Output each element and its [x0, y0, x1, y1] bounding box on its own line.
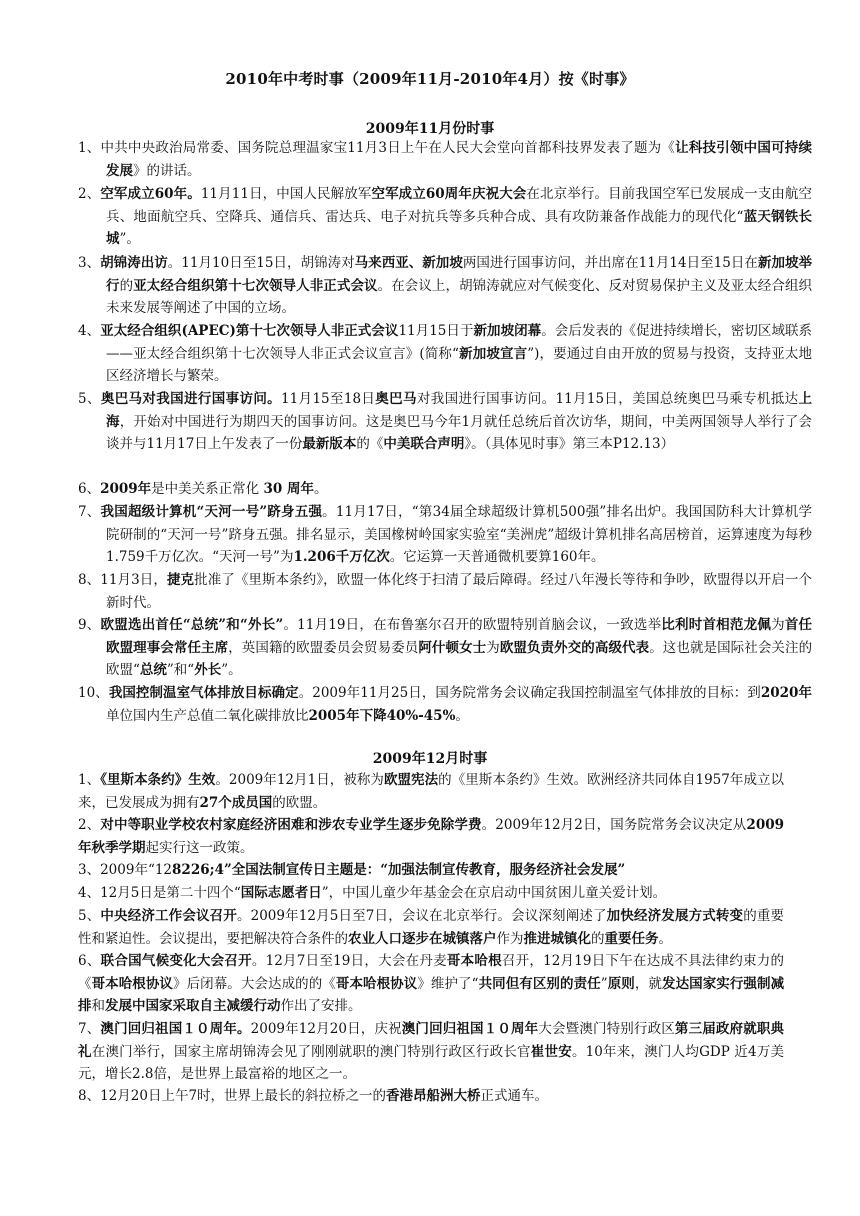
emphasis-text: 奥巴马	[375, 391, 417, 407]
emphasis-text: 哥本哈根	[446, 953, 502, 969]
body-text: 作为	[496, 930, 524, 947]
body-text: ，开始对中国进行为期四天的国事访问。这是奥巴马今年1月就任总统后首次访华，期间，中美两国领导人举行了会谈并与11月17日上午发表了一份	[106, 413, 813, 452]
body-text: 4、	[78, 323, 101, 339]
body-text: ”，中国儿童少年基金会在京启动中国贫困儿童关爱计划。	[321, 885, 667, 901]
body-text: 5、	[78, 908, 101, 924]
emphasis-text: 新加坡宣言	[458, 345, 528, 362]
body-text: 》维护了“	[417, 975, 479, 992]
list-item	[78, 950, 784, 1018]
body-text: ，英国籍的欧盟委员会贸易委员	[228, 639, 419, 656]
body-text: 。会后发表的《促进持续增长，密切区域联系——亚太经合组织第十七次领导人非正式会议宣言》(简称“	[106, 323, 813, 362]
emphasis-text: 发达国家实行强制减排	[78, 975, 785, 1014]
section-heading-november: 2009年11月份时事	[365, 121, 495, 137]
body-text: 》。（具体见时事》第三本P12.13）	[464, 436, 675, 452]
body-text: ，就	[634, 975, 662, 992]
emphasis-text: 推进城镇化	[523, 930, 591, 947]
list-item	[78, 882, 784, 905]
emphasis-text: 澳门回归祖国１０周年。	[100, 1021, 251, 1037]
list-item	[78, 252, 812, 320]
body-text: 两国进行国事访问，并出席在11月14日至15日在	[462, 255, 758, 271]
body-text: 11月11日，中国人民解放军	[200, 186, 372, 202]
emphasis-text: 欧盟宪法	[383, 772, 439, 788]
list-item	[78, 569, 812, 614]
emphasis-text: 27个成员国	[199, 794, 273, 811]
body-text: 。12月7日至19日，大会在丹麦	[251, 953, 447, 969]
body-text: 。	[455, 707, 469, 724]
body-text: 大会暨澳门特别行政区	[538, 1021, 675, 1037]
body-text: 5、	[78, 391, 101, 407]
emphasis-text: 联合国气候变化大会召开	[100, 953, 252, 969]
emphasis-text: 农业人口逐步在城镇落户	[348, 930, 497, 947]
body-text: 》的讲话。	[133, 162, 201, 179]
list-item	[78, 1085, 784, 1108]
emphasis-text: 我国超级计算机“天河一号”跻身五强	[100, 504, 323, 520]
body-text: ”。	[119, 231, 140, 247]
body-text: 3、	[78, 255, 101, 271]
body-text: 4、12月5日是第二十四个“	[78, 885, 241, 901]
emphasis-text: 比利时首相范龙佩	[661, 617, 772, 633]
emphasis-text: 8226;4”全国法制宣传日主题是：“加强法制宣传教育，服务经济社会发展”	[172, 862, 626, 878]
body-text: 。2009年12月2日，国务院常务会议决定从	[481, 817, 747, 833]
body-text: 10、	[78, 685, 109, 701]
body-text: 6、	[78, 481, 101, 497]
body-text: 2、	[78, 186, 101, 202]
emphasis-text: 总统	[139, 662, 167, 678]
emphasis-text: 欧盟负责外交的高级代表	[499, 639, 650, 656]
body-text: 。11月19日，在布鲁塞尔召开的欧盟特别首脑会议，一致选举	[283, 617, 662, 633]
list-item	[78, 388, 812, 456]
body-text: 。	[313, 481, 328, 497]
body-text: 的《	[356, 436, 384, 452]
emphasis-text: 加快经济发展方式转变	[606, 908, 744, 924]
emphasis-text: 欧盟选出首任“总统”和“外长”	[100, 617, 284, 633]
body-text: 。10年来，澳门人均GDP 近4万美元，增长2.8倍，是世界上最富裕的地区之一。	[78, 1043, 785, 1082]
body-text: 的	[591, 930, 605, 947]
body-text: 的欧盟。	[272, 794, 327, 811]
body-text: 在北京举行。目前我国空军已发展成一支由航空兵、地面航空兵、空降兵、通信兵、雷达兵、电子对抗兵等多兵种合成、具有攻防兼备作战能力的现代化“	[106, 186, 813, 225]
emphasis-text: 2009年	[100, 481, 152, 497]
list-item	[78, 183, 812, 251]
body-text: 1、	[78, 772, 101, 788]
body-text: 起实行这一政策。	[145, 839, 254, 856]
emphasis-text: 最新版本	[302, 436, 357, 452]
body-text: ”。	[221, 662, 242, 678]
body-text: 对我国进行国事访问。11月15日，美国总统奥巴马乘专机抵达	[416, 391, 799, 407]
list-item	[78, 1018, 784, 1086]
body-text: 。这也就是国际社会关注的欧盟“	[106, 639, 813, 678]
emphasis-text: 空军成立60周年庆祝大会	[371, 186, 527, 202]
list-item	[78, 769, 784, 814]
emphasis-text: 奥巴马对我国进行国事访问。	[100, 391, 282, 407]
list-item	[78, 682, 812, 727]
emphasis-text: 上海	[106, 391, 813, 430]
list-item	[78, 501, 812, 569]
body-text: 是中美关系正常化	[151, 481, 264, 497]
emphasis-text: 澳门回归祖国１０周年	[401, 1021, 539, 1037]
emphasis-text: 让科技引领中国可持续发展	[106, 140, 813, 179]
body-text: 7、	[78, 504, 101, 520]
list-item	[78, 905, 784, 950]
body-text: 批准了《里斯本条约》，欧盟一体化终于扫清了最后障碍。经过八年漫长等待和争吵，欧盟得以开启一个新时代。	[106, 572, 813, 611]
emphasis-text: 捷克	[166, 572, 195, 588]
body-text: 和	[91, 998, 105, 1014]
body-text: 。2009年12月1日，被称为	[215, 772, 384, 788]
emphasis-text: 亚太经合组织(APEC)第十七次领导人非正式会议	[100, 323, 399, 339]
emphasis-text: 30 周年	[263, 481, 314, 497]
body-text: 。11月10日至15日，胡锦涛对	[167, 255, 355, 271]
document-title: 2010年中考时事（2009年11月-2010年4月）按《时事》	[225, 70, 635, 88]
body-text: 的重要性和紧迫性。会议提出，要把解决符合条件的	[78, 908, 785, 947]
body-text: 单位国内生产总值二氧化碳排放比	[106, 707, 309, 724]
body-text: 7、	[78, 1021, 101, 1037]
body-text: 11月15至18日	[281, 391, 376, 407]
emphasis-text: 外长	[194, 662, 222, 678]
list-item	[78, 320, 812, 388]
body-text: 在澳门举行，国家主席胡锦涛会见了刚刚就职的澳门特别行政区行政长官	[91, 1043, 531, 1060]
list-item	[78, 859, 784, 882]
emphasis-text: 《里斯本条约》生效	[100, 772, 216, 788]
emphasis-text: 1.206千万亿次	[293, 549, 390, 565]
emphasis-text: 重要任务	[604, 930, 659, 947]
body-text: 。	[658, 930, 672, 947]
emphasis-text: 哥本哈根协议	[335, 975, 418, 992]
emphasis-text: 胡锦涛出访	[100, 255, 168, 271]
emphasis-text: 中美联合声明	[383, 436, 465, 452]
body-text: 9、	[78, 617, 101, 633]
body-text: 3、2009年“12	[78, 862, 173, 878]
body-text: 》后闭幕。大会达成的的《	[173, 975, 336, 992]
emphasis-text: 崔世安	[530, 1043, 572, 1060]
emphasis-text: 2005年下降40%-45%	[308, 707, 456, 724]
emphasis-text: 首任欧盟理事会常任主席	[106, 617, 813, 656]
emphasis-text: 阿什顿女士	[418, 639, 487, 656]
body-text: 的	[119, 277, 134, 294]
emphasis-text: 香港昂船洲大桥	[386, 1088, 481, 1104]
body-text: 。2009年11月25日，国务院常务会议确定我国控制温室气体排放的目标：到	[298, 685, 761, 701]
list-item	[78, 814, 784, 859]
emphasis-text: 蓝天钢铁长城	[106, 208, 813, 247]
emphasis-text: 新加坡闭幕	[473, 323, 542, 339]
body-text: 为	[486, 639, 500, 656]
emphasis-text: 共同但有区别的责任	[478, 975, 601, 992]
body-text: 的《里斯本条约》生效。欧洲经济共同体自1957年成立以来，已发展成为拥有	[78, 772, 785, 811]
body-text: 。2009年12月5日至7日，会议在北京举行。会议深刻阐述了	[236, 908, 607, 924]
body-text: ”)，要通过自由开放的贸易与投资，支持亚太地区经济增长与繁荣。	[106, 345, 813, 384]
emphasis-text: 对中等职业学校农村家庭经济困难和涉农专业学生逐步免除学费	[100, 817, 482, 833]
body-text: 2、	[78, 817, 101, 833]
emphasis-text: 马来西亚、新加坡	[354, 255, 463, 271]
body-text: ”	[600, 975, 608, 992]
emphasis-text: 哥本哈根协议	[91, 975, 174, 992]
body-text: 8、11月3日，	[78, 572, 167, 588]
emphasis-text: 第三届政府就职典礼	[78, 1021, 785, 1060]
emphasis-text: 2020年	[760, 685, 813, 701]
body-text: 2009年12月20日，庆祝	[250, 1021, 402, 1037]
emphasis-text: 发展中国家采取自主减缓行动	[105, 998, 281, 1014]
body-text: 。11月17日，“第34届全球超级计算机500强”排名出炉。我国国防科大计算机学院研制的“天河一号”跻身五强。排名显示，美国橡树岭国家实验室“美洲虎”超级计算机排名高居榜首，运算速度为每秒1.759千万亿次。“天河一号”为	[106, 504, 813, 565]
body-text: 正式通车。	[480, 1088, 549, 1104]
emphasis-text: 2009年秋季学期	[78, 817, 784, 856]
body-text: 1、中共中央政治局常委、国务院总理温家宝11月3日上午在人民大会堂向首都科技界发表了题为《	[78, 140, 676, 156]
section-heading-december: 2009年12月时事	[372, 751, 488, 767]
list-item	[78, 478, 784, 501]
emphasis-text: 空军成立60年。	[100, 186, 201, 202]
body-text: 11月15日于	[398, 323, 474, 339]
emphasis-text: 原则	[607, 975, 635, 992]
body-text: 为	[771, 617, 785, 633]
body-text: 8、12月20日上午7时，世界上最长的斜拉桥之一的	[78, 1088, 387, 1104]
emphasis-text: 我国控制温室气体排放目标确定	[108, 685, 299, 701]
emphasis-text: 新加坡举行	[106, 255, 813, 294]
emphasis-text: 国际志愿者日	[240, 885, 322, 901]
body-text: 。它运算一天普通微机要算160年。	[389, 549, 605, 565]
emphasis-text: 亚太经合组织第十七次领导人非正式会议	[133, 277, 378, 294]
body-text: 作出了安排。	[280, 998, 362, 1014]
list-item	[78, 614, 812, 682]
emphasis-text: 中央经济工作会议召开	[100, 908, 237, 924]
body-text: 召开，12月19日下午在达成不具法律约束力的《	[78, 953, 785, 992]
body-text: ”和“	[166, 662, 195, 678]
body-text: 。在会议上，胡锦涛就应对气候变化、反对贸易保护主义及亚太经合组织未来发展等阐述了中国的立场。	[106, 277, 813, 316]
list-item	[78, 137, 812, 182]
body-text: 6、	[78, 953, 101, 969]
